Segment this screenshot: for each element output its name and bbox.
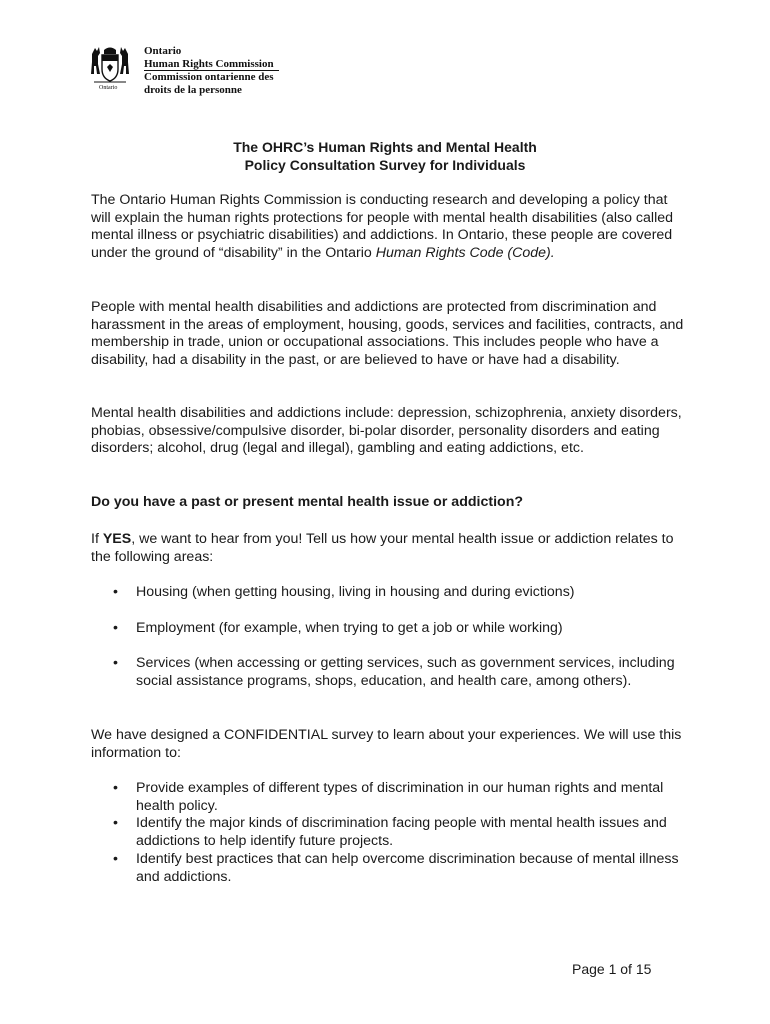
page-number: Page 1 of 15 <box>572 961 652 977</box>
definition-paragraph: Mental health disabilities and addictions include: depression, schizophrenia, anxiety disorders, phobias, obsessive/compulsive disorder, bi-polar disorder, personality disorders and eating disorders; alcohol, drug (legal and illegal), gambling and eating addictions, etc. <box>91 405 682 457</box>
yes-prefix: If <box>91 531 103 547</box>
areas-list <box>113 584 688 691</box>
title-line-2: Policy Consultation Survey for Individuals <box>244 157 526 173</box>
bullet-icon: • <box>113 780 118 796</box>
uses-list <box>113 780 688 886</box>
logo-line-french-name-1: Commission ontarienne des <box>144 71 274 83</box>
list-item-text: Provide examples of different types of discrimination in our human rights and mental health policy. <box>136 780 664 814</box>
survey-paragraph: We have designed a CONFIDENTIAL survey to learn about your experiences. We will use this information to: <box>91 727 682 761</box>
bullet-icon: • <box>113 655 118 672</box>
code-title: Human Rights Code (Code). <box>375 245 555 262</box>
yes-paragraph <box>91 531 691 566</box>
question-heading: Do you have a past or present mental health issue or addiction? <box>91 494 524 510</box>
bullet-icon: • <box>113 850 118 867</box>
logo-line-ontario: Ontario <box>144 45 182 57</box>
list-item <box>113 815 688 850</box>
logo-line-french-name-2: droits de la personne <box>144 83 242 96</box>
crest-caption: Ontario <box>99 85 118 91</box>
bullet-icon: • <box>113 584 118 600</box>
list-item-text: Services (when accessing or getting services, such as government services, including social assistance programs, shops, education, and health care, among others). <box>136 655 675 690</box>
document-title <box>0 138 770 174</box>
protection-paragraph: People with mental health disabilities and addictions are protected from discrimination and harassment in the areas of employment, housing, goods, services and facilities, contracts, and membership in trade, union or occupational associations. This includes people who have a disability, had a disability in the past, or are believed to have or have had a disability. <box>91 299 684 369</box>
list-item-text: Employment (for example, when trying to get a job or while working) <box>136 619 563 636</box>
list-item-text: Housing (when getting housing, living in housing and during evictions) <box>136 584 575 600</box>
list-item <box>113 620 688 638</box>
organization-name <box>144 45 279 96</box>
bullet-icon: • <box>113 619 118 636</box>
yes-rest: , we want to hear from you! Tell us how your mental health issue or addiction relates to the following areas: <box>91 531 674 565</box>
intro-text: The Ontario Human Rights Commission is conducting research and developing a policy that will explain the human rights protections for people with mental health disabilities (also called mental illness or psychiatric disabilities) and addictions. In Ontario, these people are covered under the ground of “disability” in the Ontario <box>91 192 673 262</box>
list-item-text: Identify the major kinds of discrimination facing people with mental health issues and addictions to help identify future projects. <box>136 815 667 850</box>
intro-paragraph <box>91 192 691 263</box>
yes-emphasis: YES <box>102 531 132 547</box>
list-item <box>113 584 688 602</box>
list-item <box>113 851 688 886</box>
list-item <box>113 780 688 815</box>
list-item <box>113 655 688 690</box>
ohrc-logo <box>88 44 318 96</box>
title-line-1: The OHRC’s Human Rights and Mental Health <box>233 139 537 155</box>
list-item-text: Identify best practices that can help overcome discrimination because of mental illness and addictions. <box>136 850 679 885</box>
logo-line-english-name: Human Rights Commission <box>144 57 274 70</box>
bullet-icon: • <box>113 815 118 832</box>
